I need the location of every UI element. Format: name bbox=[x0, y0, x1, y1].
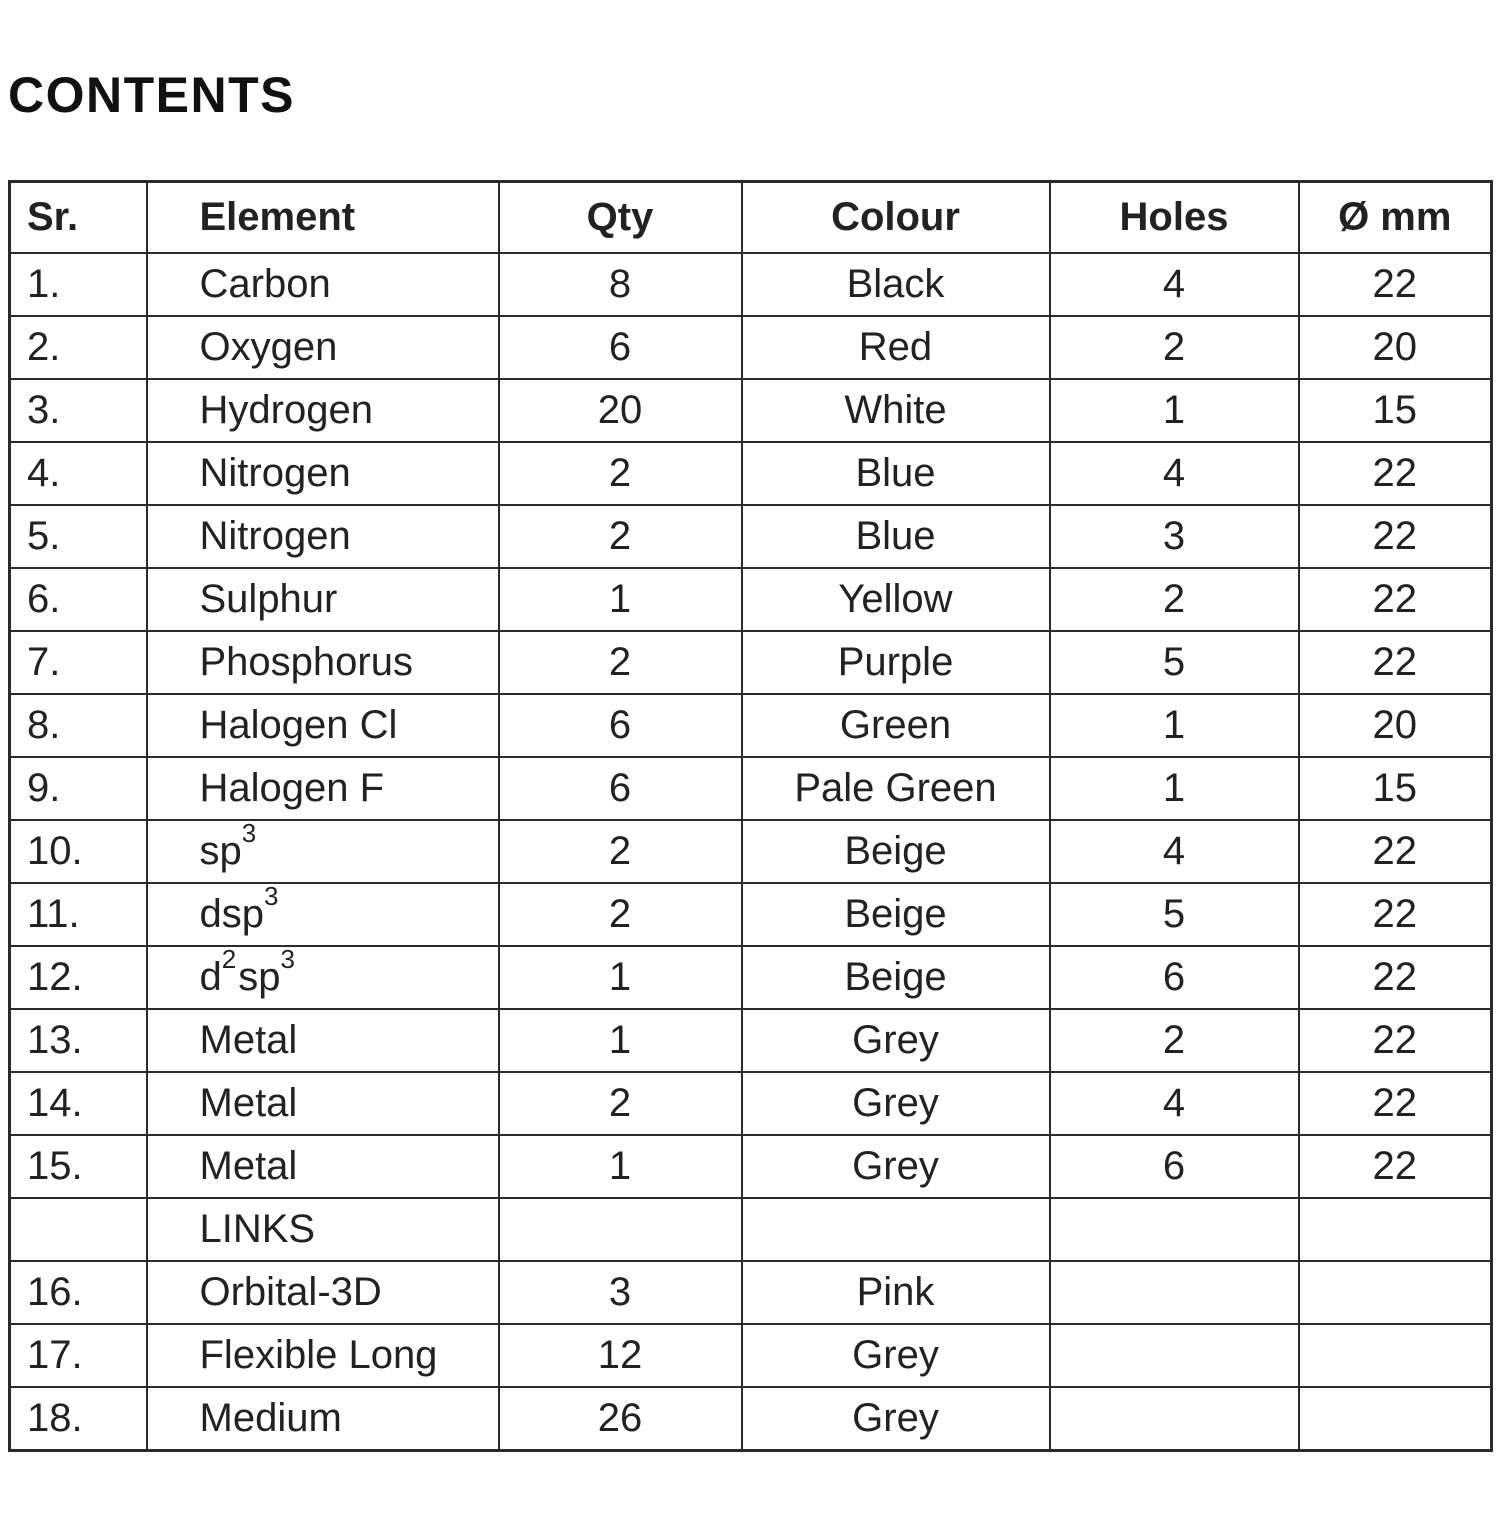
cell-sr: 7. bbox=[10, 631, 147, 694]
cell-holes bbox=[1050, 1324, 1299, 1387]
page-title: CONTENTS bbox=[8, 67, 295, 123]
column-header-diameter: Ø mm bbox=[1299, 182, 1492, 254]
cell-qty: 12 bbox=[499, 1324, 742, 1387]
cell-diameter: 15 bbox=[1299, 757, 1492, 820]
cell-element: Medium bbox=[147, 1387, 499, 1451]
cell-colour: Red bbox=[742, 316, 1050, 379]
cell-qty: 2 bbox=[499, 505, 742, 568]
superscript: 3 bbox=[280, 946, 295, 974]
cell-colour: Yellow bbox=[742, 568, 1050, 631]
cell-qty: 1 bbox=[499, 1135, 742, 1198]
cell-element: Halogen Cl bbox=[147, 694, 499, 757]
cell-element: Oxygen bbox=[147, 316, 499, 379]
table-row bbox=[10, 757, 1492, 820]
cell-sr: 8. bbox=[10, 694, 147, 757]
column-header-sr: Sr. bbox=[10, 182, 147, 254]
cell-diameter bbox=[1299, 1387, 1492, 1451]
element-text: sp bbox=[238, 955, 281, 999]
table-row bbox=[10, 505, 1492, 568]
cell-element bbox=[147, 883, 499, 946]
cell-qty: 3 bbox=[499, 1261, 742, 1324]
cell-holes bbox=[1050, 1198, 1299, 1261]
cell-qty: 26 bbox=[499, 1387, 742, 1451]
cell-colour: White bbox=[742, 379, 1050, 442]
table-header bbox=[10, 182, 1492, 254]
cell-qty: 20 bbox=[499, 379, 742, 442]
cell-colour: Grey bbox=[742, 1387, 1050, 1451]
cell-colour: Beige bbox=[742, 946, 1050, 1009]
cell-colour: Grey bbox=[742, 1009, 1050, 1072]
cell-element: Halogen F bbox=[147, 757, 499, 820]
cell-qty: 2 bbox=[499, 1072, 742, 1135]
cell-qty: 2 bbox=[499, 442, 742, 505]
cell-holes: 2 bbox=[1050, 316, 1299, 379]
cell-diameter: 22 bbox=[1299, 253, 1492, 316]
cell-diameter: 22 bbox=[1299, 1009, 1492, 1072]
cell-element: Nitrogen bbox=[147, 442, 499, 505]
cell-colour: Pink bbox=[742, 1261, 1050, 1324]
cell-qty: 1 bbox=[499, 568, 742, 631]
cell-sr: 1. bbox=[10, 253, 147, 316]
cell-element: Flexible Long bbox=[147, 1324, 499, 1387]
cell-element: Hydrogen bbox=[147, 379, 499, 442]
header-row bbox=[10, 182, 1492, 254]
cell-qty: 2 bbox=[499, 883, 742, 946]
table-row bbox=[10, 694, 1492, 757]
cell-sr: 15. bbox=[10, 1135, 147, 1198]
cell-holes: 3 bbox=[1050, 505, 1299, 568]
cell-qty: 1 bbox=[499, 946, 742, 1009]
cell-colour: Black bbox=[742, 253, 1050, 316]
cell-element: Metal bbox=[147, 1135, 499, 1198]
cell-colour: Blue bbox=[742, 505, 1050, 568]
cell-element: Phosphorus bbox=[147, 631, 499, 694]
column-header-element: Element bbox=[147, 182, 499, 254]
table-row bbox=[10, 1072, 1492, 1135]
cell-element: LINKS bbox=[147, 1198, 499, 1261]
cell-sr: 17. bbox=[10, 1324, 147, 1387]
cell-diameter: 22 bbox=[1299, 883, 1492, 946]
cell-holes bbox=[1050, 1261, 1299, 1324]
cell-holes: 5 bbox=[1050, 631, 1299, 694]
table-row bbox=[10, 1135, 1492, 1198]
cell-sr: 6. bbox=[10, 568, 147, 631]
cell-sr: 14. bbox=[10, 1072, 147, 1135]
cell-diameter: 22 bbox=[1299, 568, 1492, 631]
cell-element: Orbital-3D bbox=[147, 1261, 499, 1324]
table-row bbox=[10, 1261, 1492, 1324]
cell-diameter: 22 bbox=[1299, 946, 1492, 1009]
cell-sr: 16. bbox=[10, 1261, 147, 1324]
cell-sr: 13. bbox=[10, 1009, 147, 1072]
cell-colour: Blue bbox=[742, 442, 1050, 505]
cell-diameter: 22 bbox=[1299, 505, 1492, 568]
cell-diameter bbox=[1299, 1261, 1492, 1324]
element-text: dsp bbox=[199, 892, 264, 936]
cell-holes: 4 bbox=[1050, 1072, 1299, 1135]
element-text: sp bbox=[199, 829, 242, 873]
table-row bbox=[10, 883, 1492, 946]
cell-sr: 5. bbox=[10, 505, 147, 568]
cell-qty: 8 bbox=[499, 253, 742, 316]
table-row bbox=[10, 568, 1492, 631]
cell-colour bbox=[742, 1198, 1050, 1261]
cell-qty: 6 bbox=[499, 694, 742, 757]
cell-diameter: 22 bbox=[1299, 1072, 1492, 1135]
cell-holes: 4 bbox=[1050, 442, 1299, 505]
element-text: d bbox=[199, 955, 222, 999]
cell-element bbox=[147, 820, 499, 883]
cell-colour: Grey bbox=[742, 1135, 1050, 1198]
cell-colour: Beige bbox=[742, 883, 1050, 946]
cell-qty: 2 bbox=[499, 631, 742, 694]
cell-element bbox=[147, 946, 499, 1009]
cell-holes: 4 bbox=[1050, 820, 1299, 883]
cell-sr: 3. bbox=[10, 379, 147, 442]
cell-holes: 1 bbox=[1050, 694, 1299, 757]
cell-diameter: 22 bbox=[1299, 1135, 1492, 1198]
cell-element: Sulphur bbox=[147, 568, 499, 631]
cell-colour: Green bbox=[742, 694, 1050, 757]
superscript: 3 bbox=[241, 820, 257, 848]
column-header-colour: Colour bbox=[742, 182, 1050, 254]
cell-element: Nitrogen bbox=[147, 505, 499, 568]
cell-colour: Grey bbox=[742, 1072, 1050, 1135]
cell-colour: Grey bbox=[742, 1324, 1050, 1387]
table-row bbox=[10, 442, 1492, 505]
cell-element: Metal bbox=[147, 1009, 499, 1072]
table-row bbox=[10, 1324, 1492, 1387]
cell-holes: 2 bbox=[1050, 1009, 1299, 1072]
cell-diameter bbox=[1299, 1324, 1492, 1387]
cell-sr: 10. bbox=[10, 820, 147, 883]
cell-diameter: 22 bbox=[1299, 820, 1492, 883]
cell-holes: 6 bbox=[1050, 946, 1299, 1009]
cell-qty: 1 bbox=[499, 1009, 742, 1072]
cell-qty bbox=[499, 1198, 742, 1261]
cell-qty: 6 bbox=[499, 316, 742, 379]
table-row bbox=[10, 1387, 1492, 1451]
contents-table bbox=[8, 180, 1493, 1452]
cell-qty: 6 bbox=[499, 757, 742, 820]
cell-colour: Purple bbox=[742, 631, 1050, 694]
cell-diameter: 20 bbox=[1299, 316, 1492, 379]
superscript: 2 bbox=[221, 946, 237, 974]
column-header-qty: Qty bbox=[499, 182, 742, 254]
cell-diameter: 22 bbox=[1299, 442, 1492, 505]
cell-diameter bbox=[1299, 1198, 1492, 1261]
table-row bbox=[10, 253, 1492, 316]
table-row bbox=[10, 631, 1492, 694]
cell-diameter: 20 bbox=[1299, 694, 1492, 757]
table-row bbox=[10, 1198, 1492, 1261]
cell-element: Carbon bbox=[147, 253, 499, 316]
cell-holes: 1 bbox=[1050, 757, 1299, 820]
cell-colour: Pale Green bbox=[742, 757, 1050, 820]
table-row bbox=[10, 379, 1492, 442]
cell-holes: 6 bbox=[1050, 1135, 1299, 1198]
cell-sr: 4. bbox=[10, 442, 147, 505]
cell-holes: 2 bbox=[1050, 568, 1299, 631]
cell-colour: Beige bbox=[742, 820, 1050, 883]
table-body bbox=[10, 253, 1492, 1451]
column-header-holes: Holes bbox=[1050, 182, 1299, 254]
cell-diameter: 15 bbox=[1299, 379, 1492, 442]
table-row bbox=[10, 316, 1492, 379]
cell-holes: 5 bbox=[1050, 883, 1299, 946]
cell-sr bbox=[10, 1198, 147, 1261]
cell-sr: 2. bbox=[10, 316, 147, 379]
cell-sr: 12. bbox=[10, 946, 147, 1009]
table-row bbox=[10, 1009, 1492, 1072]
cell-diameter: 22 bbox=[1299, 631, 1492, 694]
cell-qty: 2 bbox=[499, 820, 742, 883]
table-row bbox=[10, 820, 1492, 883]
cell-holes bbox=[1050, 1387, 1299, 1451]
cell-element: Metal bbox=[147, 1072, 499, 1135]
superscript: 3 bbox=[264, 883, 279, 911]
cell-sr: 9. bbox=[10, 757, 147, 820]
cell-sr: 18. bbox=[10, 1387, 147, 1451]
cell-sr: 11. bbox=[10, 883, 147, 946]
table-row bbox=[10, 946, 1492, 1009]
cell-holes: 4 bbox=[1050, 253, 1299, 316]
cell-holes: 1 bbox=[1050, 379, 1299, 442]
